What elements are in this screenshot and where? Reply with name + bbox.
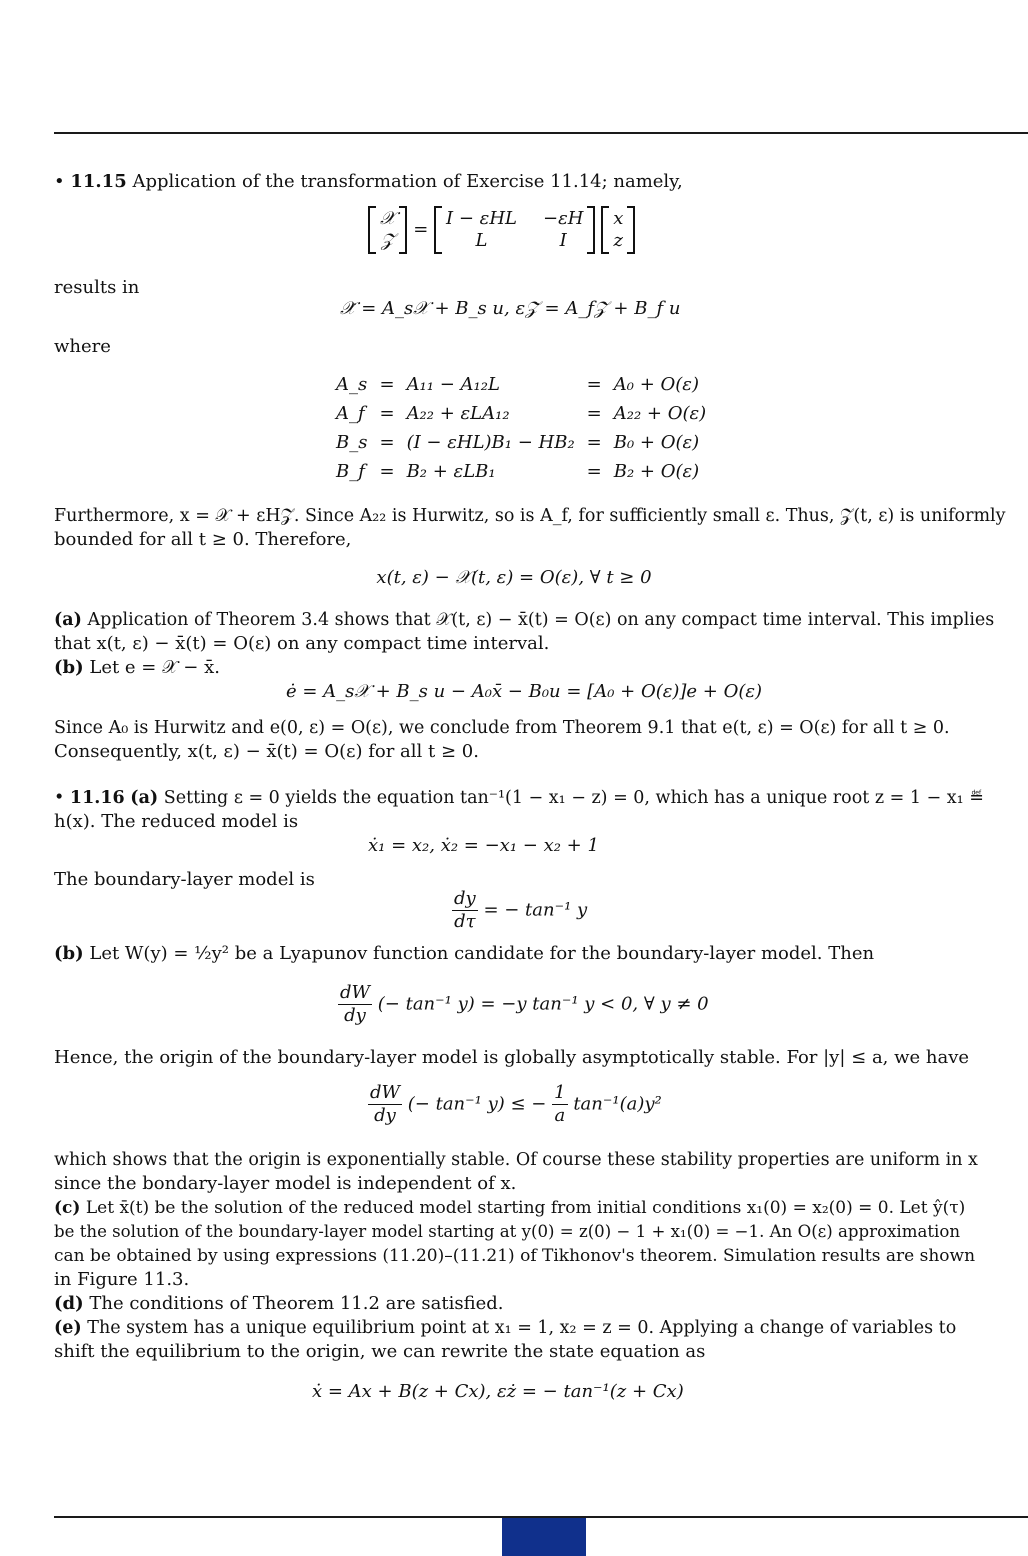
part-label: (b) [54, 657, 84, 678]
page-number-box [502, 1518, 586, 1556]
definition-mid: B₂ + εLB₁ [406, 461, 496, 482]
furthermore-line-1: Furthermore, x = 𝒳 + εH𝒵. Since A₂₂ is Hurwitz, so is A_f, for sufficiently small ε. Thus, 𝒵(t, ε) is uniformly [54, 506, 1006, 526]
part-text: Let x̄(t) be the solution of the reduced model starting from initial conditions x₁(0) = x₂(0) = 0. Let ŷ(τ) [85, 1198, 966, 1218]
part-c-line-4: in Figure 11.3. [54, 1269, 190, 1290]
part-c-line-1 [54, 1196, 965, 1220]
definition-lhs: A_f [336, 403, 365, 424]
part-label: (d) [54, 1293, 84, 1314]
part-text: Application of Theorem 3.4 shows that 𝒳(t, ε) − x̄(t) = O(ε) on any compact time interval. This implies [87, 610, 995, 630]
exercise-11-16-heading [54, 786, 984, 810]
derivative-fraction [368, 1082, 402, 1127]
part-label: (b) [54, 943, 84, 964]
definition-rhs: B₂ + O(ε) [613, 461, 700, 482]
which-line-2: since the bondary-layer model is independent of x. [54, 1173, 517, 1194]
definition-lhs: B_s [336, 432, 368, 453]
part-label: (e) [54, 1318, 82, 1338]
vector-entry: z [613, 230, 623, 251]
definition-lhs: B_f [336, 461, 365, 482]
exercise-number: 11.15 [70, 171, 127, 192]
equals-sign: = [413, 219, 429, 240]
bullet: • [54, 788, 65, 808]
part-text: Setting ε = 0 yields the equation tan⁻¹(1 − x₁ − z) = 0, which has a unique root z = 1 − x₁ [163, 788, 964, 808]
part-b-line-1 [54, 656, 220, 680]
exercise-11-15-heading [54, 170, 683, 194]
exercise-intro: Application of the transformation of Exercise 11.14; namely, [132, 171, 683, 192]
exercise-number: 11.16 [69, 788, 125, 808]
fraction-numerator: 1 [554, 1082, 566, 1103]
equation-rhs: = − tan⁻¹ y [483, 899, 588, 921]
part-text: Let e = 𝒳 − x̄. [89, 657, 220, 678]
equation-middle: (− tan⁻¹ y) ≤ − [407, 1093, 547, 1115]
since-line-1: Since A₀ is Hurwitz and e(0, ε) = O(ε), we conclude from Theorem 9.1 that e(t, ε) = O(ε) for all t ≥ 0. [54, 718, 950, 738]
part-a-line-1 [54, 608, 994, 632]
definition-row: B_f = B₂ + εLB₁ = B₂ + O(ε) [330, 457, 712, 486]
bound-equation: x(t, ε) − 𝒳(t, ε) = O(ε), ∀ t ≥ 0 [376, 567, 652, 588]
part-a-line-2: h(x). The reduced model is [54, 811, 299, 832]
part-label: (c) [54, 1198, 81, 1218]
vector-entry: x [613, 208, 624, 229]
rhs-vector [601, 206, 635, 254]
part-text: The conditions of Theorem 11.2 are satisfied. [89, 1293, 504, 1314]
derivative-fraction [338, 982, 372, 1027]
part-e-line-2: shift the equilibrium to the origin, we can rewrite the state equation as [54, 1341, 706, 1362]
hence-text: Hence, the origin of the boundary-layer model is globally asymptotically stable. For |y| ≤ a, we have [54, 1047, 970, 1068]
transformation-equation [368, 206, 635, 254]
matrix-entry: −εH [543, 208, 584, 229]
matrix-entry: I [559, 230, 567, 251]
definition-rhs: A₀ + O(ε) [613, 374, 699, 395]
fraction-numerator: dy [454, 888, 476, 909]
vector-entry: 𝒳 [380, 208, 396, 229]
exponential-bound-equation [368, 1082, 662, 1127]
part-a-line-2: that x(t, ε) − x̄(t) = O(ε) on any compact time interval. [54, 633, 550, 654]
top-rule [54, 132, 1028, 134]
matrix-entry: I − εHL [446, 208, 517, 229]
result-equation: 𝒳̇ = A_s𝒳 + B_s u, ε𝒵̇ = A_f𝒵 + B_f u [340, 298, 681, 319]
part-text: Let W(y) = ½y² be a Lyapunov function candidate for the boundary-layer model. Then [89, 943, 875, 964]
definition-row: A_f = A₂₂ + εLA₁₂ = A₂₂ + O(ε) [330, 399, 712, 428]
constant-fraction [552, 1082, 567, 1127]
derivative-fraction [452, 888, 478, 933]
error-equation: ė = A_s𝒳 + B_s u − A₀x̄ − B₀u = [A₀ + O(ε)]e + O(ε) [286, 681, 763, 702]
matrix-entry: L [475, 230, 488, 251]
which-line-1: which shows that the origin is exponentially stable. Of course these stability properties are uniform in x [54, 1150, 978, 1170]
state-equation: ẋ = Ax + B(z + Cx), εż = − tan⁻¹(z + Cx) [312, 1381, 684, 1402]
definition-mid: A₂₂ + εLA₁₂ [406, 403, 510, 424]
since-line-2: Consequently, x(t, ε) − x̄(t) = O(ε) for all t ≥ 0. [54, 741, 479, 762]
lhs-vector [368, 206, 407, 254]
definition-row: A_s = A₁₁ − A₁₂L = A₀ + O(ε) [330, 370, 712, 399]
results-in-text: results in [54, 277, 140, 298]
bullet: • [54, 171, 65, 192]
reduced-model-equation: ẋ₁ = x₂, ẋ₂ = −x₁ − x₂ + 1 [368, 835, 599, 856]
definition-mid: A₁₁ − A₁₂L [406, 374, 500, 395]
part-c-line-3: can be obtained by using expressions (11.20)–(11.21) of Tikhonov's theorem. Simulation results are shown [54, 1246, 976, 1266]
fraction-denominator: a [554, 1105, 566, 1126]
part-label: (a) [54, 610, 82, 630]
equation-rhs: tan⁻¹(a)y² [573, 1093, 662, 1115]
fraction-denominator: dτ [454, 911, 476, 932]
lyapunov-derivative-equation [338, 982, 709, 1027]
definition-lhs: A_s [336, 374, 368, 395]
vector-entry: 𝒵 [380, 230, 395, 251]
part-e-line-1 [54, 1316, 956, 1340]
boundary-layer-equation [452, 888, 587, 933]
fraction-numerator: dW [370, 1082, 401, 1103]
part-d-line [54, 1292, 503, 1316]
part-label: (a) [130, 788, 159, 808]
transform-matrix [434, 206, 595, 254]
fraction-denominator: dy [344, 1005, 366, 1026]
definition-array [330, 370, 712, 486]
part-text: The system has a unique equilibrium point at x₁ = 1, x₂ = z = 0. Applying a change of variables to [87, 1318, 957, 1338]
definition-mid: (I − εHL)B₁ − HB₂ [406, 432, 575, 453]
fraction-numerator: dW [340, 982, 371, 1003]
fraction-denominator: dy [374, 1105, 396, 1126]
equation-rhs: (− tan⁻¹ y) = −y tan⁻¹ y < 0, ∀ y ≠ 0 [377, 993, 709, 1015]
furthermore-line-2: bounded for all t ≥ 0. Therefore, [54, 529, 352, 550]
part-b-line-1 [54, 942, 874, 966]
definition-rhs: A₂₂ + O(ε) [613, 403, 707, 424]
part-c-line-2: be the solution of the boundary-layer model starting at y(0) = z(0) − 1 + x₁(0) = −1. An O(ε) approximation [54, 1222, 961, 1241]
definition-row: B_s = (I − εHL)B₁ − HB₂ = B₀ + O(ε) [330, 428, 712, 457]
boundary-layer-intro: The boundary-layer model is [54, 869, 315, 890]
where-text: where [54, 336, 111, 357]
def-symbol: ≝ [969, 788, 984, 808]
definition-rhs: B₀ + O(ε) [613, 432, 700, 453]
